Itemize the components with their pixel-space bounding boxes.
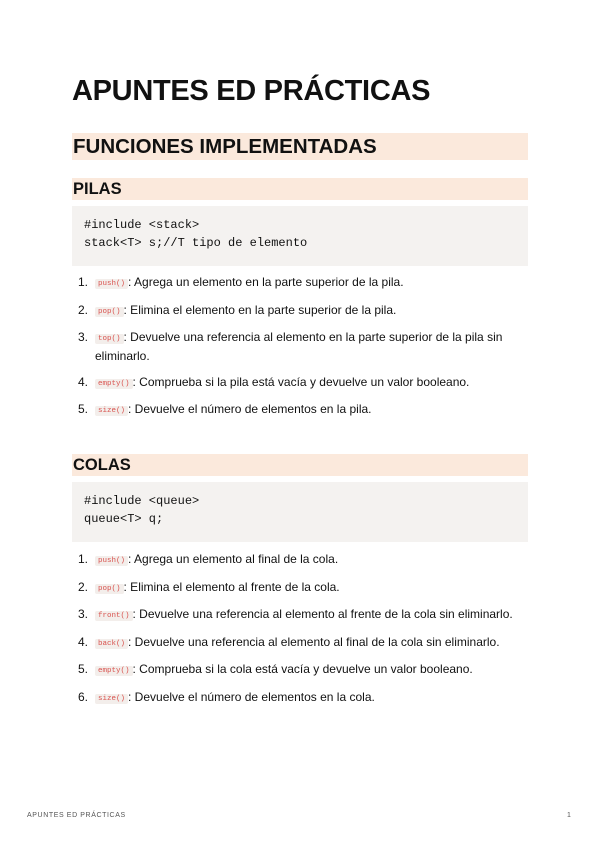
list-item: [72, 634, 528, 653]
list-item: [72, 329, 528, 365]
list-item-text: : Devuelve el número de elementos en la cola.: [128, 689, 375, 704]
list-item: [72, 374, 528, 393]
list-item: [72, 551, 528, 570]
list-item-number: 2.: [78, 579, 89, 594]
list-item: [72, 661, 528, 680]
list-item: [72, 606, 528, 625]
inline-code: size(): [95, 694, 128, 704]
list-item: [72, 302, 528, 321]
colas-function-list: [72, 551, 528, 716]
subsection-heading-pilas: PILAS: [72, 178, 528, 200]
list-item: [72, 401, 528, 420]
pilas-function-list: [72, 274, 528, 429]
list-item-text: : Agrega un elemento en la parte superior de la pila.: [128, 275, 404, 289]
list-item-text: : Devuelve una referencia al elemento al final de la cola sin eliminarlo.: [128, 634, 500, 649]
list-item-text: : Devuelve una referencia al elemento al frente de la cola sin eliminarlo.: [132, 607, 513, 621]
list-item-text: : Devuelve el número de elementos en la pila.: [128, 402, 372, 416]
section-heading-funciones: FUNCIONES IMPLEMENTADAS: [72, 133, 528, 160]
inline-code: pop(): [95, 584, 124, 594]
footer-page-number: 1: [567, 812, 571, 819]
code-line: #include <queue>: [84, 494, 200, 508]
list-item-number: 1.: [78, 552, 89, 566]
inline-code: front(): [95, 611, 133, 621]
list-item-text: : Comprueba si la cola está vacía y devuelve un valor booleano.: [132, 662, 473, 676]
inline-code: push(): [95, 279, 128, 289]
inline-code: top(): [95, 334, 124, 344]
document-title: APUNTES ED PRÁCTICAS: [72, 75, 431, 107]
code-block-pilas: [72, 206, 528, 266]
inline-code: empty(): [95, 379, 133, 389]
code-line: stack<T> s;//T tipo de elemento: [84, 236, 308, 250]
subsection-heading-colas: COLAS: [72, 454, 528, 476]
code-line: queue<T> q;: [84, 512, 164, 526]
inline-code: size(): [95, 406, 128, 416]
list-item: [72, 689, 528, 708]
list-item-number: 3.: [78, 607, 89, 621]
list-item-number: 1.: [78, 275, 89, 289]
inline-code: pop(): [95, 307, 124, 317]
list-item: [72, 274, 528, 293]
inline-code: empty(): [95, 666, 133, 676]
list-item: [72, 579, 528, 598]
list-item-text: : Devuelve una referencia al elemento en la parte superior de la pila sin eliminarlo.: [95, 330, 503, 363]
list-item-number: 4.: [78, 374, 89, 389]
list-item-text: : Agrega un elemento al final de la cola.: [128, 552, 339, 566]
list-item-number: 6.: [78, 689, 89, 704]
list-item-text: : Elimina el elemento en la parte superior de la pila.: [123, 302, 397, 317]
code-line: #include <stack>: [84, 218, 200, 232]
code-block-colas: [72, 482, 528, 542]
list-item-text: : Elimina el elemento al frente de la cola.: [123, 579, 340, 594]
inline-code: push(): [95, 556, 128, 566]
list-item-number: 3.: [78, 330, 89, 344]
inline-code: back(): [95, 639, 128, 649]
list-item-number: 5.: [78, 662, 89, 676]
list-item-number: 5.: [78, 402, 89, 416]
footer-document-title: APUNTES ED PRÁCTICAS: [27, 812, 126, 819]
list-item-number: 2.: [78, 302, 89, 317]
list-item-number: 4.: [78, 634, 89, 649]
list-item-text: : Comprueba si la pila está vacía y devuelve un valor booleano.: [132, 374, 470, 389]
